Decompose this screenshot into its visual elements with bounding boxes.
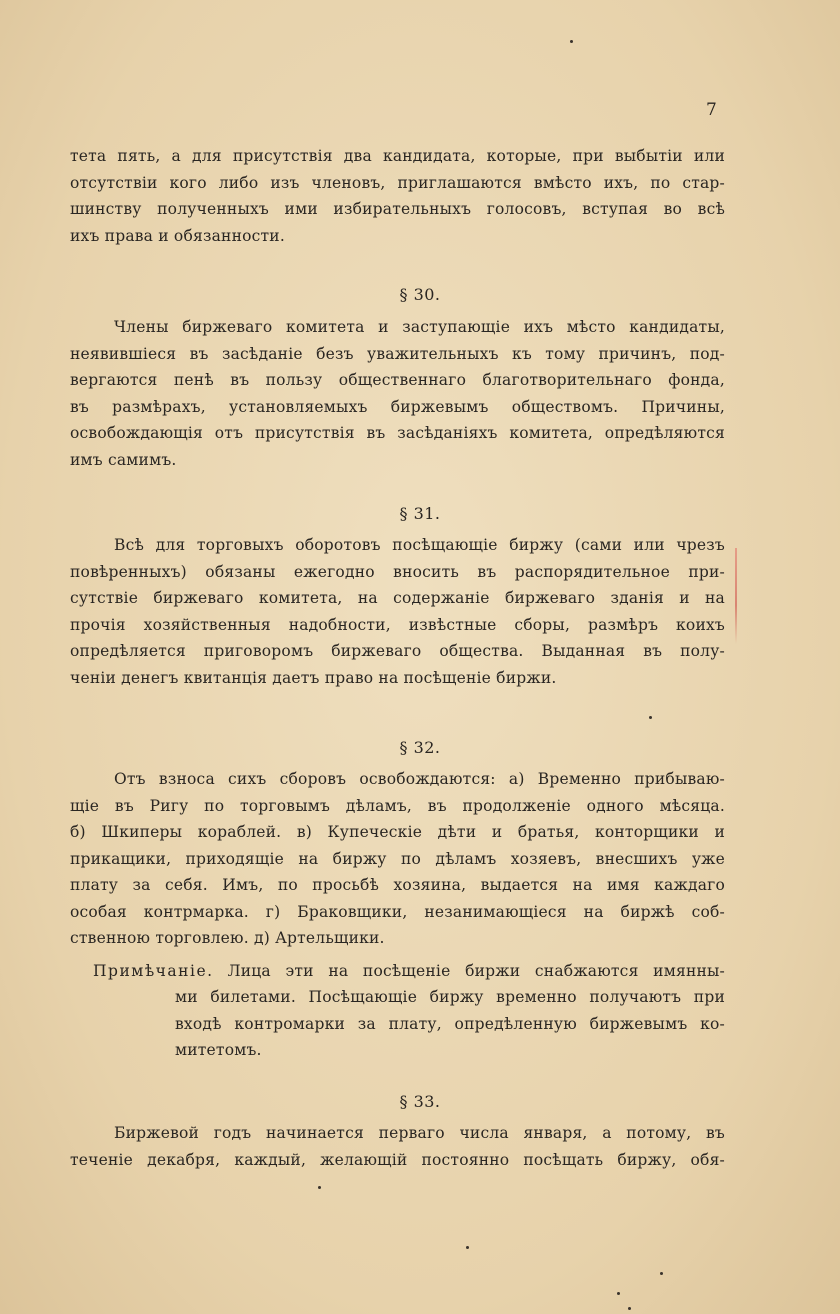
- note-first-line: [93, 958, 725, 985]
- text-line: Биржевой годъ начинается перваго числа января, а потому, въ: [114, 1124, 725, 1142]
- note-continuation: [175, 984, 725, 1064]
- paper-speck: [570, 40, 573, 43]
- section-heading-33: § 33.: [399, 1092, 441, 1111]
- text-line: прочія хозяйственныя надобности, извѣстные сборы, размѣръ коихъ: [70, 615, 725, 634]
- note-text: Лица эти на посѣщеніе биржи снабжаются имянны-: [227, 962, 725, 980]
- text-line: отсутствіи кого либо изъ членовъ, приглашаются вмѣсто ихъ, по стар-: [70, 173, 725, 192]
- text-line: особая контрмарка. г) Браковщики, незанимающіеся на биржѣ соб-: [70, 902, 725, 921]
- text-line: неявившіеся въ засѣданіе безъ уважительныхъ къ тому причинъ, под-: [70, 344, 725, 363]
- text-line: Члены биржеваго комитета и заступающіе ихъ мѣсто кандидаты,: [114, 318, 725, 336]
- text-line: митетомъ.: [175, 1041, 262, 1059]
- paper-speck: [649, 716, 652, 719]
- text-line: вергаются пенѣ въ пользу общественнаго благотворительнаго фонда,: [70, 371, 725, 389]
- section-heading-31: § 31.: [399, 504, 441, 523]
- section-heading-30: § 30.: [399, 285, 441, 304]
- pencil-mark: [735, 548, 737, 644]
- page-number: 7: [706, 100, 717, 120]
- text-line: повѣренныхъ) обязаны ежегодно вносить въ распорядительное при-: [70, 562, 725, 581]
- paper-speck: [466, 1246, 469, 1249]
- text-line: входѣ контромарки за плату, опредѣленную биржевымъ ко-: [175, 1014, 725, 1033]
- text-line: теченіе декабря, каждый, желающій постоянно посѣщать биржу, обя-: [70, 1150, 725, 1169]
- text-line: опредѣляется приговоромъ биржеваго общества. Выданная въ полу-: [70, 642, 725, 660]
- section-30-text: [70, 314, 725, 473]
- text-line: сутствіе биржеваго комитета, на содержаніе биржеваго зданія и на: [70, 589, 725, 607]
- paper-speck: [660, 1272, 663, 1275]
- text-line: б) Шкиперы кораблей. в) Купеческіе дѣти и братья, конторщики и: [70, 823, 725, 841]
- section-33-text: [70, 1120, 725, 1173]
- section-heading-32: § 32.: [399, 738, 441, 757]
- text-line: ихъ права и обязанности.: [70, 226, 285, 245]
- text-line: ственною торговлею. д) Артельщики.: [70, 929, 385, 947]
- text-line: прикащики, приходящіе на биржу по дѣламъ хозяевъ, внесшихъ уже: [70, 849, 725, 868]
- note-line: [93, 958, 725, 985]
- text-line: освобождающія отъ присутствія въ засѣданіяхъ комитета, опредѣляются: [70, 424, 725, 442]
- paragraph-continuation: [70, 143, 725, 249]
- paper-speck: [318, 1186, 321, 1189]
- section-31-text: [70, 532, 725, 691]
- text-line: шинству полученныхъ ими избирательныхъ голосовъ, вступая во всѣ: [70, 200, 725, 218]
- note-label: Примѣчаніе.: [93, 962, 214, 980]
- text-line: плату за себя. Имъ, по просьбѣ хозяина, выдается на имя каждаго: [70, 876, 725, 894]
- text-line: имъ самимъ.: [70, 450, 177, 469]
- text-line: Отъ взноса сихъ сборовъ освобождаются: а) Временно прибываю-: [114, 770, 725, 788]
- text-line: въ размѣрахъ, установляемыхъ биржевымъ обществомъ. Причины,: [70, 397, 725, 416]
- paper-speck: [617, 1292, 620, 1295]
- section-32-text: [70, 766, 725, 952]
- text-line: Всѣ для торговыхъ оборотовъ посѣщающіе биржу (сами или чрезъ: [114, 536, 725, 554]
- text-line: тета пять, а для присутствія два кандидата, которые, при выбытіи или: [70, 147, 725, 165]
- text-line: ченіи денегъ квитанція даетъ право на посѣщеніе биржи.: [70, 668, 557, 687]
- text-line: ми билетами. Посѣщающіе биржу временно получаютъ при: [175, 988, 725, 1006]
- text-line: щіе въ Ригу по торговымъ дѣламъ, въ продолженіе одного мѣсяца.: [70, 796, 725, 815]
- paper-speck: [628, 1307, 631, 1310]
